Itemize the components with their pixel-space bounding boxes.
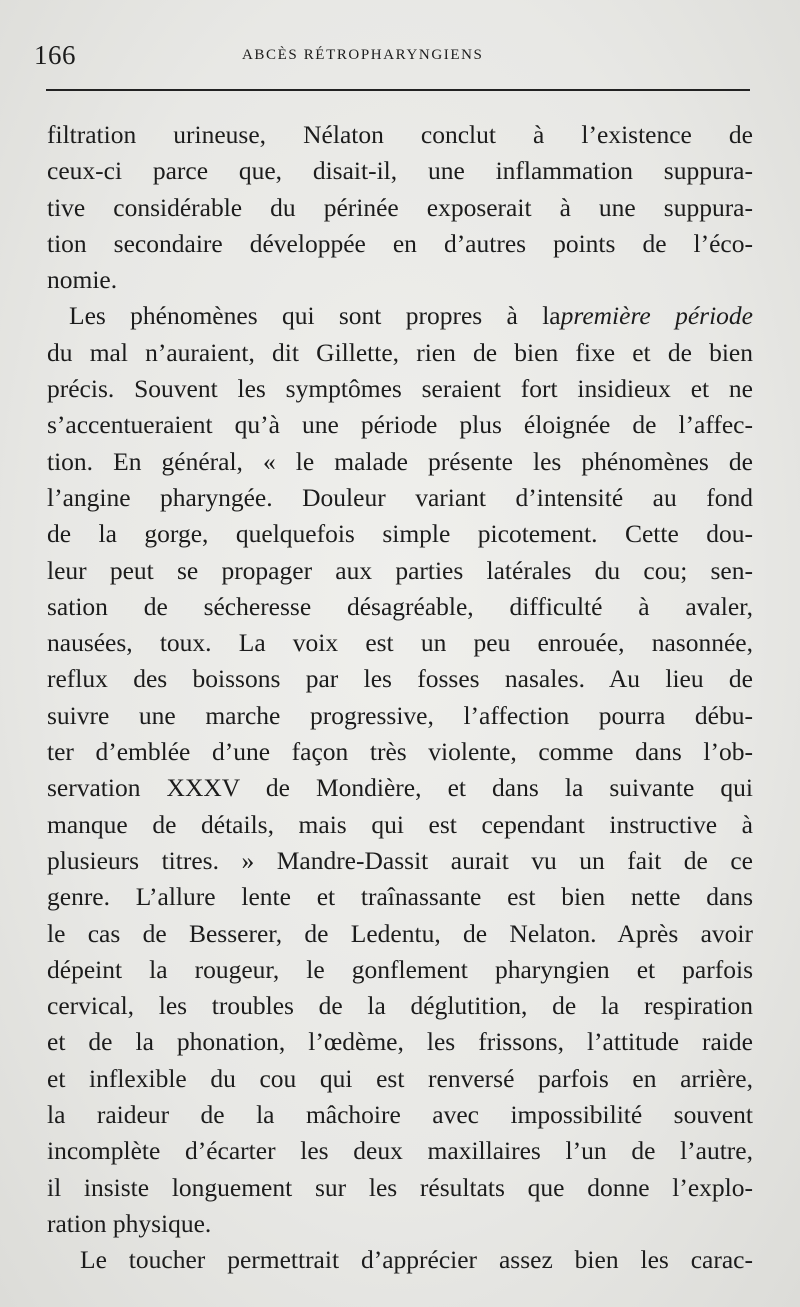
text-line: dépeint la rougeur, le gonflement pharyngien et parfois <box>47 954 753 984</box>
body-text <box>47 117 753 1279</box>
text-line: ter d’emblée d’une façon très violente, comme dans l’ob- <box>47 737 753 767</box>
text-line: du mal n’auraient, dit Gillette, rien de bien fixe et de bien <box>47 337 753 367</box>
text-line: cervical, les troubles de la déglutition, de la respiration <box>47 991 753 1021</box>
text-line: précis. Souvent les symptômes seraient fort insidieux et ne <box>47 374 753 404</box>
text-line <box>47 298 753 334</box>
page-header <box>34 40 750 76</box>
text-line: nausées, toux. La voix est un peu enrouée, nasonnée, <box>47 628 753 658</box>
text-line: sation de sécheresse désagréable, difficulté à avaler, <box>47 591 753 621</box>
text-line: et inflexible du cou qui est renversé parfois en arrière, <box>47 1063 753 1093</box>
text-line: plusieurs titres. » Mandre-Dassit aurait vu un fait de ce <box>47 845 753 875</box>
italic-phrase: première période <box>560 301 753 331</box>
text-line: le cas de Besserer, de Ledentu, de Nelaton. Après avoir <box>47 918 753 948</box>
page-number: 166 <box>34 40 76 70</box>
text-line: s’accentueraient qu’à une période plus éloignée de l’affec- <box>47 410 753 440</box>
text-line: de la gorge, quelquefois simple picotement. Cette dou- <box>47 519 753 549</box>
text-line: incomplète d’écarter les deux maxillaires l’un de l’autre, <box>47 1136 753 1166</box>
header-rule <box>46 89 750 91</box>
text-line: ceux-ci parce que, disait-il, une inflammation suppura- <box>47 156 753 186</box>
text-line: suivre une marche progressive, l’affection pourra débu- <box>47 700 753 730</box>
text-line: reflux des boissons par les fosses nasales. Au lieu de <box>47 664 753 694</box>
text-line: leur peut se propager aux parties latérales du cou; sen- <box>47 555 753 585</box>
text-line: manque de détails, mais qui est cependant instructive à <box>47 809 753 839</box>
text-span: Les phénomènes qui sont propres à la <box>69 301 561 331</box>
text-line: nomie. <box>47 265 118 295</box>
text-line: et de la phonation, l’œdème, les frissons, l’attitude raide <box>47 1027 753 1057</box>
text-line: ration physique. <box>47 1208 212 1238</box>
text-line: filtration urineuse, Nélaton conclut à l’existence de <box>47 120 753 149</box>
text-line: la raideur de la mâchoire avec impossibilité souvent <box>47 1100 753 1130</box>
text-line: servation XXXV de Mondière, et dans la suivante qui <box>47 773 753 803</box>
text-line: tion. En général, « le malade présente les phénomènes de <box>47 446 753 476</box>
text-line: Le toucher permettrait d’apprécier assez bien les carac- <box>80 1245 753 1275</box>
text-line: tion secondaire développée en d’autres points de l’éco- <box>47 228 753 258</box>
text-line: il insiste longuement sur les résultats que donne l’explo- <box>47 1172 753 1202</box>
text-line: tive considérable du périnée exposerait à une suppura- <box>47 192 753 222</box>
running-title: ABCÈS RÉTROPHARYNGIENS <box>242 47 484 63</box>
text-line: l’angine pharyngée. Douleur variant d’intensité au fond <box>47 482 753 512</box>
text-line: genre. L’allure lente et traînassante est bien nette dans <box>47 882 753 912</box>
